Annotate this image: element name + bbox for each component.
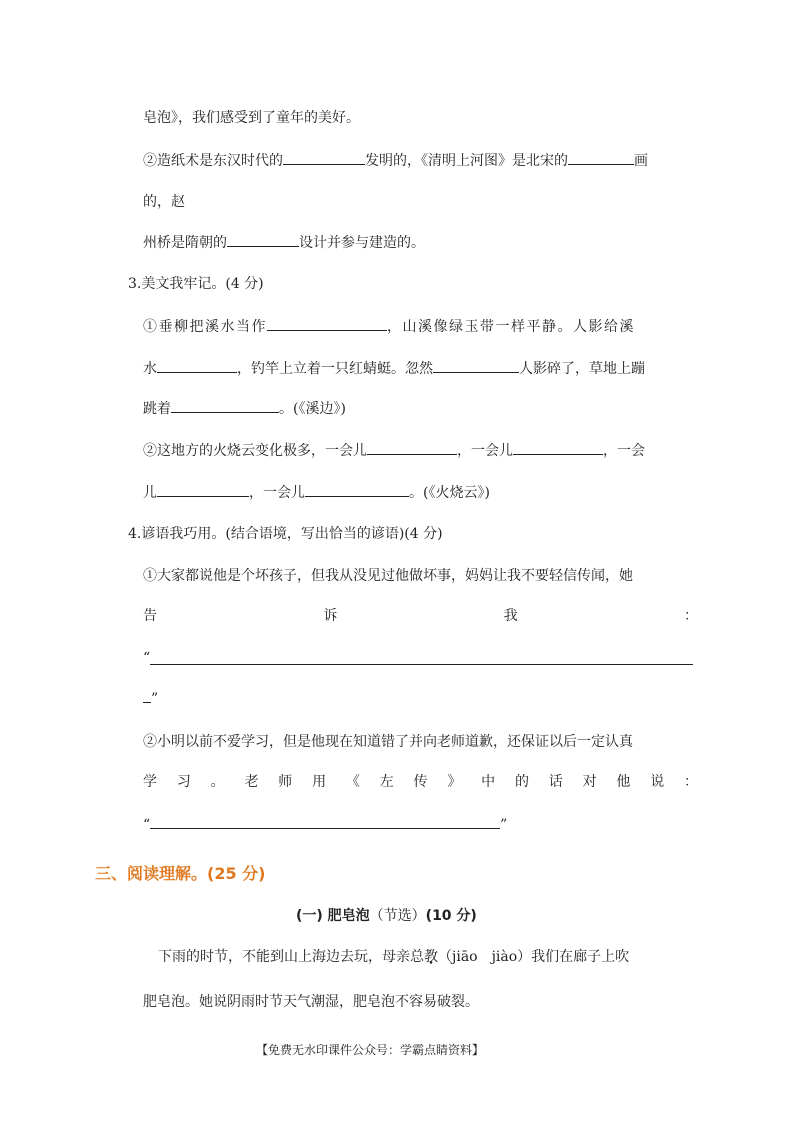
q3-text: ②这地方的火烧云变化极多，一会儿 <box>143 443 367 459</box>
q3-text: ，一会儿 <box>249 485 305 501</box>
passage-line-1 <box>158 947 629 967</box>
answer-blank[interactable] <box>171 398 279 413</box>
q3-text: ，钓竿上立着一只红蜻蜓。忽然 <box>237 361 433 377</box>
answer-blank[interactable] <box>513 440 603 455</box>
q4-char: 《 <box>345 774 360 790</box>
answer-blank[interactable] <box>367 440 457 455</box>
q2-line-b <box>143 150 648 171</box>
q4-char: 对 <box>582 774 597 790</box>
answer-blank[interactable] <box>227 232 299 247</box>
q2-line-c: 的，赵 <box>143 194 185 210</box>
q4-answer-2 <box>143 814 507 835</box>
q3-text: ①垂柳把溪水当作 <box>143 319 267 335</box>
q2-text: 画 <box>634 153 648 169</box>
passage-title-score: (10 分) <box>425 908 477 924</box>
passage-title-note: （节选） <box>369 908 426 924</box>
passage-title <box>296 906 477 926</box>
q4-char: 老 <box>244 774 259 790</box>
open-quote: “ <box>143 650 151 666</box>
q4-title: 4.谚语我巧用。(结合语境，写出恰当的谚语)(4 分) <box>128 526 443 542</box>
passage-title-main: (一) 肥皂泡 <box>296 908 370 924</box>
q3-text: 儿 <box>143 485 157 501</box>
q4-char: 告 <box>143 608 157 624</box>
open-quote: “ <box>143 817 151 833</box>
section-heading: 三、阅读理解。(25 分) <box>95 864 266 883</box>
q4-answer-1-open <box>143 648 150 668</box>
passage-line-2: 肥皂泡。她说阴雨时节天气潮湿，肥皂泡不容易破裂。 <box>143 994 479 1010</box>
close-quote: ” <box>500 817 508 833</box>
q4-char: 传 <box>413 774 428 790</box>
answer-blank[interactable] <box>305 482 409 497</box>
q4-char: ： <box>683 608 698 624</box>
q4-char: 用 <box>312 774 327 790</box>
q3-text: 人影碎了，草地上蹦 <box>519 361 645 377</box>
q3-line-4 <box>143 440 645 461</box>
answer-line[interactable] <box>150 664 693 665</box>
q3-text: 跳着 <box>143 401 171 417</box>
q2-line-d <box>143 232 425 253</box>
q2-text: 发明的，《清明上河图》是北宋的 <box>365 153 568 169</box>
passage-text: （jiāo jiào）我们在廊子上吹 <box>438 949 630 965</box>
page-footer: 【免费无水印课件公众号：学霸点睛资料】 <box>256 1043 485 1057</box>
q3-text: 。(《溪边》) <box>279 401 346 417</box>
q4-line-1: ①大家都说他是个坏孩子，但我从没见过他做坏事，妈妈让我不要轻信传闻，她 <box>143 568 633 584</box>
dotted-char: 教 <box>424 949 438 965</box>
answer-blank[interactable] <box>433 358 519 373</box>
q4-char: 我 <box>503 608 518 624</box>
passage-text: 下雨的时节，不能到山上海边去玩，母亲总 <box>158 949 424 965</box>
close-quote: ” <box>151 691 159 707</box>
q4-char: 诉 <box>323 608 338 624</box>
q3-line-5 <box>143 482 490 503</box>
q3-line-3 <box>143 398 346 419</box>
answer-blank[interactable] <box>143 688 151 703</box>
q3-text: ，一会 <box>603 443 645 459</box>
q2-text: 州桥是隋朝的 <box>143 235 227 251</box>
q4-char: 师 <box>278 774 293 790</box>
q4-line-2 <box>143 606 698 626</box>
answer-blank[interactable] <box>150 814 500 829</box>
q3-line-2 <box>143 358 645 379</box>
q3-text: ，一会儿 <box>457 443 513 459</box>
q4-char: 他 <box>616 774 631 790</box>
q4-char: 学 <box>143 774 157 790</box>
q4-char: 。 <box>210 774 225 790</box>
q4-line-4 <box>143 772 698 792</box>
q3-text: 水 <box>143 361 157 377</box>
q4-char: ： <box>684 774 698 790</box>
q2-text: ②造纸术是东汉时代的 <box>143 153 283 169</box>
q4-char: 说 <box>650 774 665 790</box>
q4-char: 话 <box>548 774 563 790</box>
q4-char: 的 <box>514 774 529 790</box>
answer-blank[interactable] <box>157 482 249 497</box>
q4-answer-1-close <box>143 688 158 709</box>
q3-line-1 <box>143 316 635 337</box>
q4-line-3: ②小明以前不爱学习，但是他现在知道错了并向老师道歉，还保证以后一定认真 <box>143 734 633 750</box>
q3-text: 。(《火烧云》) <box>409 485 490 501</box>
q4-char: 左 <box>379 774 394 790</box>
answer-blank[interactable] <box>157 358 237 373</box>
answer-blank[interactable] <box>568 150 634 165</box>
q3-text: ，山溪像绿玉带一样平静。人影给溪 <box>387 319 635 335</box>
answer-blank[interactable] <box>283 150 365 165</box>
q3-title: 3.美文我牢记。(4 分) <box>128 276 264 292</box>
answer-blank[interactable] <box>267 316 387 331</box>
q4-char: 习 <box>176 774 191 790</box>
q2-text: 设计并参与建造的。 <box>299 235 425 251</box>
q4-char: 》 <box>447 774 462 790</box>
q4-char: 中 <box>481 774 496 790</box>
q2-line-a: 皂泡》，我们感受到了童年的美好。 <box>143 110 360 126</box>
